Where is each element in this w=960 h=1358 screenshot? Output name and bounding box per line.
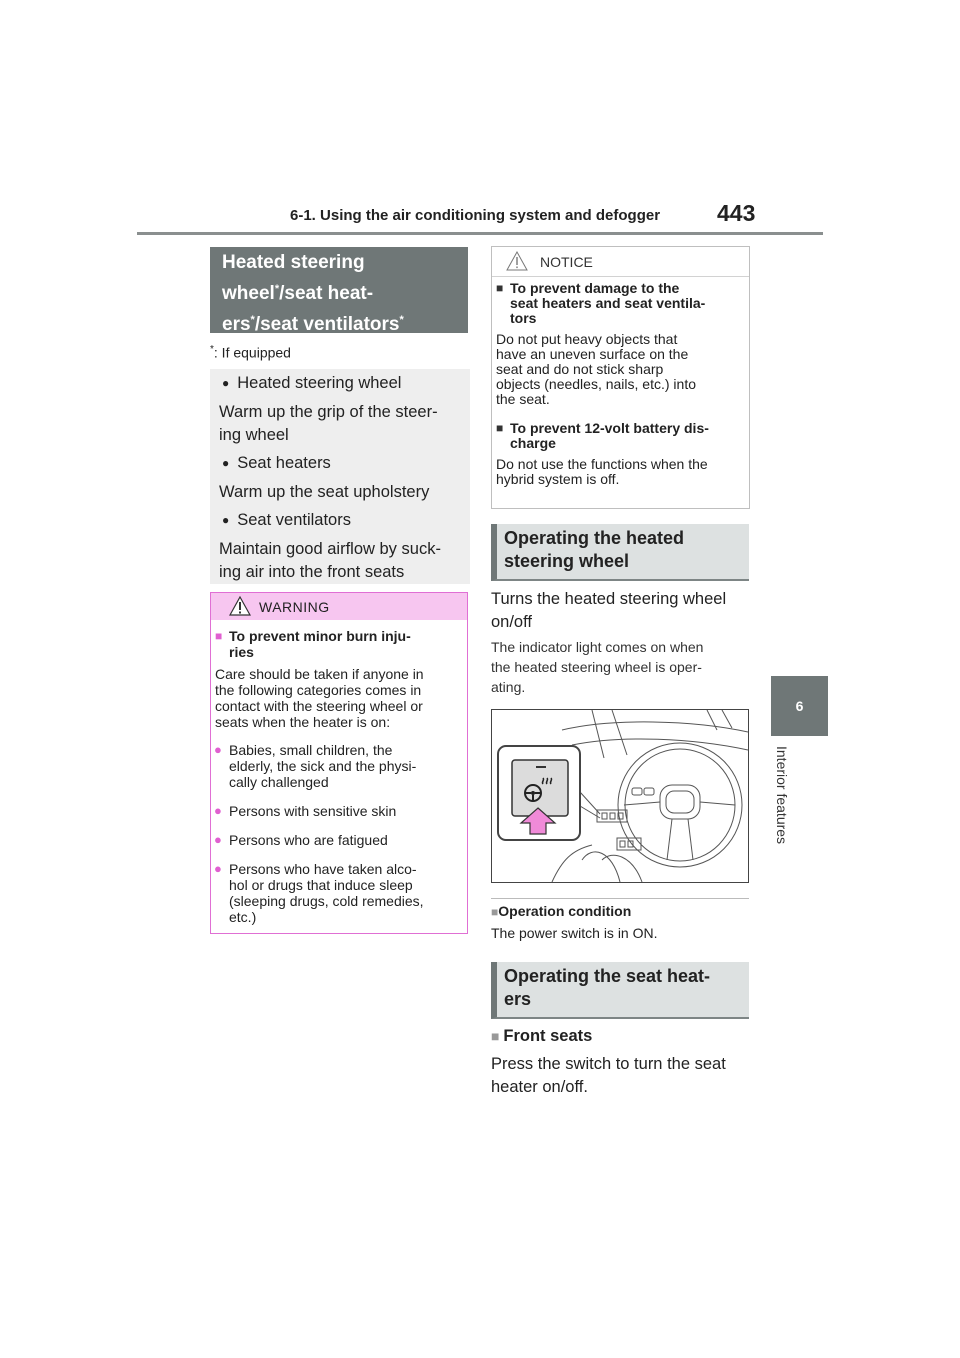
heading-line: steering wheel	[504, 551, 630, 571]
item-line: elderly, the sick and the physi-	[229, 758, 417, 774]
notice-title: NOTICE	[540, 254, 593, 270]
feature-seat-heaters-desc: Warm up the seat upholstery	[219, 483, 430, 501]
subtitle-line: seat heaters and seat ventila-	[510, 295, 706, 311]
text-line: Press the switch to turn the seat	[491, 1055, 726, 1073]
intro-line: seats when the heater is on:	[215, 714, 391, 730]
item-line: etc.)	[229, 909, 257, 925]
body-line: seat and do not stick sharp	[496, 361, 664, 377]
operation-condition-text: The power switch is in ON.	[491, 925, 658, 941]
heading-part5: /seat ventilators	[254, 314, 400, 335]
warning-item-skin: ● Persons with sensitive skin	[215, 803, 460, 819]
warning-subtitle-line: ries	[229, 644, 254, 660]
desc-line: Maintain good airflow by suck-	[219, 540, 441, 558]
item-line: ● Babies, small children, the	[229, 742, 393, 758]
feature-heated-wheel-title: ● Heated steering wheel	[219, 372, 469, 396]
item-line: (sleeping drugs, cold remedies,	[229, 893, 424, 909]
feature-seat-ventilators-title: ● Seat ventilators	[219, 509, 469, 533]
item-line: cally challenged	[229, 774, 329, 790]
section-title: 6-1. Using the air conditioning system and defogger	[290, 207, 661, 224]
warning-header	[211, 593, 467, 620]
footnote-text: : If equipped	[213, 344, 291, 361]
feature-seat-heaters-title: ● Seat heaters	[219, 452, 469, 476]
desc-line: ing air into the front seats	[219, 563, 405, 581]
notice-body-battery	[496, 457, 744, 487]
subtitle-line: charge	[510, 435, 556, 451]
chapter-label-wrap	[770, 746, 790, 916]
heading-operating-seat-heaters	[491, 962, 749, 1019]
header-divider	[137, 232, 823, 235]
body-line: have an uneven surface on the	[496, 346, 689, 362]
notice-subtitle-battery	[496, 421, 744, 451]
heading-operating-steering	[491, 524, 749, 581]
footnote	[210, 344, 291, 361]
desc-line: ing wheel	[219, 426, 289, 444]
text-line: the heated steering wheel is oper-	[491, 659, 702, 675]
footnote-star: *	[210, 344, 214, 355]
warning-box	[210, 592, 468, 934]
body-line: hybrid system is off.	[496, 471, 620, 487]
heading-line: Operating the heated	[504, 528, 685, 548]
heading-star-2: *	[250, 314, 255, 326]
feature-seat-ventilators-desc	[219, 538, 469, 584]
operation-condition-title: ■ Operation condition	[491, 903, 631, 919]
heading-star-1: *	[274, 283, 280, 295]
indicator-text	[491, 637, 751, 697]
text-line: heater on/off.	[491, 1078, 588, 1096]
section-heading-heated	[210, 247, 468, 333]
notice-body-damage	[496, 332, 744, 407]
heading-part1: Heated steering	[222, 252, 365, 273]
body-line: Do not put heavy objects that	[496, 331, 678, 347]
turns-steering-text	[491, 588, 751, 634]
intro-line: Care should be taken if anyone in	[215, 666, 424, 682]
text-line: ating.	[491, 679, 526, 695]
text-line: Turns the heated steering wheel	[491, 590, 727, 608]
chapter-tab[interactable]	[771, 676, 828, 736]
intro-line: the following categories comes in	[215, 682, 422, 698]
warning-item-fatigued: ● Persons who are fatigued	[215, 832, 460, 848]
warning-title: WARNING	[259, 599, 330, 615]
heading-part4: ers	[222, 314, 251, 335]
heading-part2: wheel	[222, 283, 275, 304]
front-seats-title: ■ Front seats	[491, 1027, 592, 1046]
body-line: objects (needles, nails, etc.) into	[496, 376, 696, 392]
item-line: ● Persons who have taken alco-	[229, 861, 417, 877]
subtitle-line: tors	[510, 310, 537, 326]
heading-part3: /seat heat-	[279, 283, 374, 304]
text-line: on/off	[491, 613, 532, 631]
chapter-number: 6	[795, 698, 804, 714]
desc-line: Warm up the grip of the steer-	[219, 403, 438, 421]
warning-item-alcohol	[215, 861, 460, 925]
subtitle-line: ■ To prevent 12-volt battery dis-	[510, 420, 709, 436]
notice-box	[491, 246, 750, 509]
dashboard-drawing	[492, 710, 748, 882]
feature-heated-wheel-desc	[219, 401, 469, 447]
notice-subtitle-damage	[496, 281, 744, 326]
notice-header	[492, 247, 749, 277]
heading-line: Operating the seat heat-	[504, 966, 711, 986]
warning-triangle-icon	[229, 596, 251, 616]
features-box	[210, 369, 470, 584]
item-line: hol or drugs that induce sleep	[229, 877, 413, 893]
chapter-label: Interior features	[774, 746, 790, 845]
heading-star-3: *	[399, 314, 404, 326]
text-line: The indicator light comes on when	[491, 639, 704, 655]
warning-subtitle-line: ■ To prevent minor burn inju-	[229, 628, 411, 644]
page-number: 443	[717, 200, 756, 226]
body-line: the seat.	[496, 391, 550, 407]
divider	[491, 898, 749, 899]
caution-triangle-icon	[506, 251, 528, 271]
body-line: Do not use the functions when the	[496, 456, 708, 472]
warning-intro	[215, 666, 460, 730]
warning-item-babies	[215, 742, 460, 790]
heading-line: ers	[504, 989, 532, 1009]
subtitle-line: ■ To prevent damage to the	[510, 280, 680, 296]
steering-switch-illustration	[491, 709, 749, 883]
press-switch-text	[491, 1053, 751, 1099]
warning-subtitle	[215, 628, 460, 660]
intro-line: contact with the steering wheel or	[215, 698, 423, 714]
